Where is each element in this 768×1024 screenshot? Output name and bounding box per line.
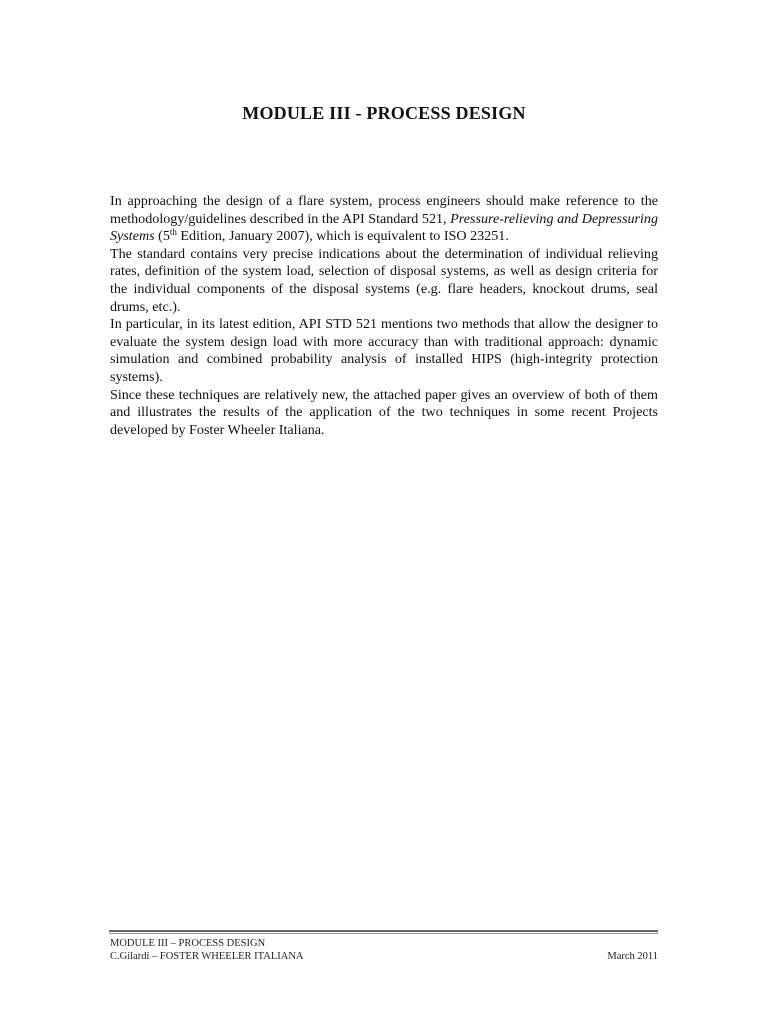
- footer-date: March 2011: [607, 951, 658, 962]
- footer-divider: [109, 930, 658, 932]
- footer-row: [110, 950, 658, 963]
- standard-title: Pressure-relieving and Depressuring Systems: [110, 210, 659, 245]
- paragraph-methods: In particular, in its latest edition, API STD 521 mentions two methods that allow the designer to evaluate the system design load with more accuracy than with traditional approach: dynamic simulation and combined probability analysis of installed HIPS (high-integrity protection systems).: [110, 316, 658, 385]
- paragraph-intro: [110, 193, 658, 246]
- edition-superscript: th: [169, 227, 177, 238]
- footer-author: C.Gilardi – FOSTER WHEELER ITALIANA: [110, 951, 304, 962]
- footer-divider-thin: [109, 933, 658, 934]
- edition-text-start: (5: [154, 228, 170, 245]
- paragraph-techniques: Since these techniques are relatively new, the attached paper gives an overview of both of them and illustrates the results of the application of the two techniques in some recent Projects developed by Foster Wheeler Italiana.: [110, 386, 658, 438]
- page-title: MODULE III - PROCESS DESIGN: [242, 103, 526, 123]
- paragraph-intro-text: In approaching the design of a flare system, process engineers should make reference to the methodology/guidelines described in the API Standard 521,: [110, 193, 658, 227]
- body-text: [110, 193, 658, 439]
- footer-module: MODULE III – PROCESS DESIGN: [110, 938, 266, 949]
- page-footer: [110, 937, 658, 963]
- edition-text-end: Edition, January 2007), which is equivalent to ISO 23251.: [176, 228, 509, 245]
- paragraph-standard: The standard contains very precise indications about the determination of individual relieving rates, definition of the system load, selection of disposal systems, as well as design criteria for the individual components of the disposal systems (e.g. flare headers, knockout drums, seal drums, etc.).: [110, 245, 658, 315]
